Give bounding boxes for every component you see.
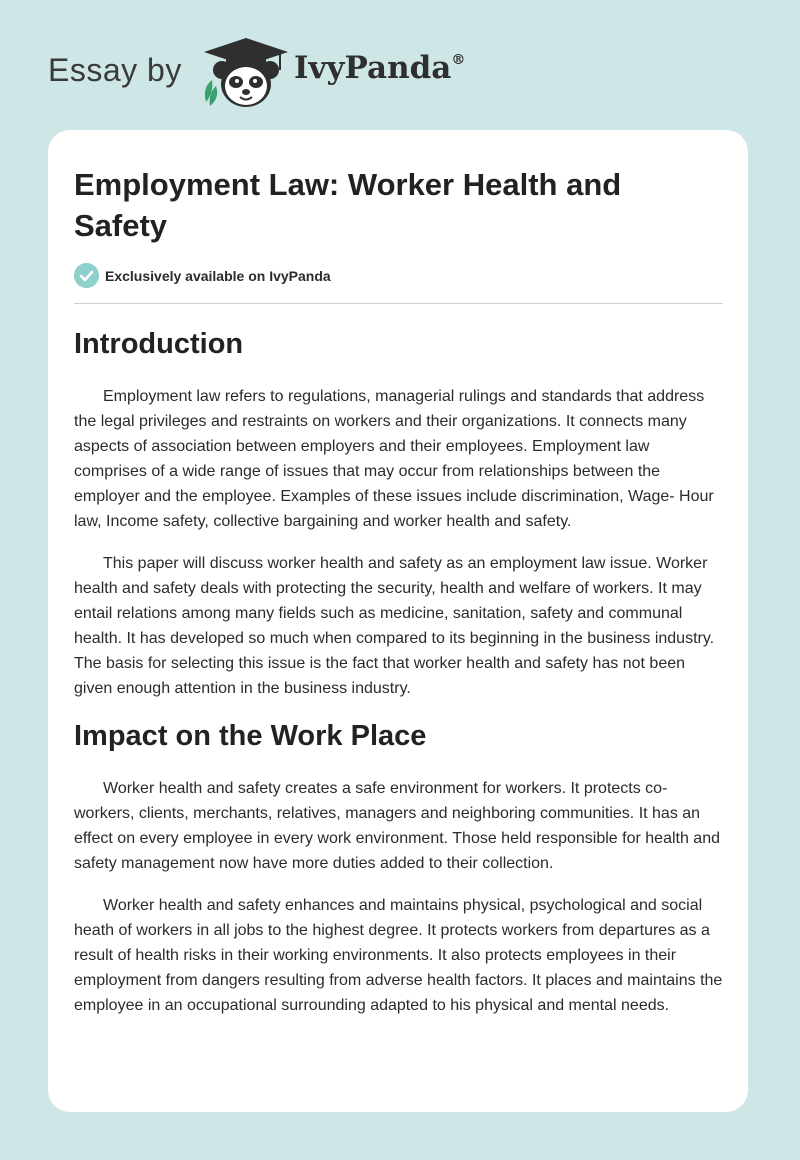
brand-name-text: IvyPanda [294, 50, 452, 86]
panda-logo-icon[interactable] [200, 36, 292, 110]
section-heading: Impact on the Work Place [74, 720, 427, 752]
section-introduction [74, 326, 724, 701]
paragraph: Worker health and safety creates a safe environment for workers. It protects co-workers, clients, merchants, relatives, managers and neighboring communities. It has an effect on every employee in every work environment. Those held responsible for health and safety management now have more duties added to their collection. [74, 780, 720, 872]
paragraph: Worker health and safety enhances and maintains physical, psychological and social heath of workers in all jobs to the highest degree. It protects workers from departures as a result of health risks in their working environments. It also protects employees in their employment from dangers resulting from adverse health factors. It places and maintains the employee in an occupational surrounding adapted to his physical and mental needs. [74, 897, 723, 1014]
site-header [48, 34, 508, 110]
paragraph: Employment law refers to regulations, managerial rulings and standards that address the legal privileges and restraints on workers and their organizations. It connects many aspects of association between employers and their employees. Employment law comprises of a wide range of issues that may occur from relationships between the employer and the employee. Examples of these issues include discrimination, Wage- Hour law, Income safety, collective bargaining and worker health and safety. [74, 388, 714, 530]
checkmark-icon [74, 263, 99, 288]
registered-mark: ® [451, 52, 466, 68]
divider [74, 303, 723, 304]
section-impact-on-work-place [74, 718, 724, 1018]
essay-card [48, 130, 748, 1112]
section-heading: Introduction [74, 328, 244, 360]
brand-prefix: Essay by [48, 52, 182, 88]
paragraph: This paper will discuss worker health and safety as an employment law issue. Worker health and safety deals with protecting the security, health and welfare of workers. It may entail relations among many fields such as medicine, sanitation, safety and communal health. It has developed so much when compared to its beginning in the business industry. The basis for selecting this issue is the fact that worker health and safety has not been given enough attention in the business industry. [74, 555, 715, 697]
brand-name[interactable] [294, 50, 465, 86]
page-title: Employment Law: Worker Health and Safety [74, 167, 622, 243]
badge-label: Exclusively available on IvyPanda [105, 268, 331, 284]
essay-body [74, 326, 724, 1035]
